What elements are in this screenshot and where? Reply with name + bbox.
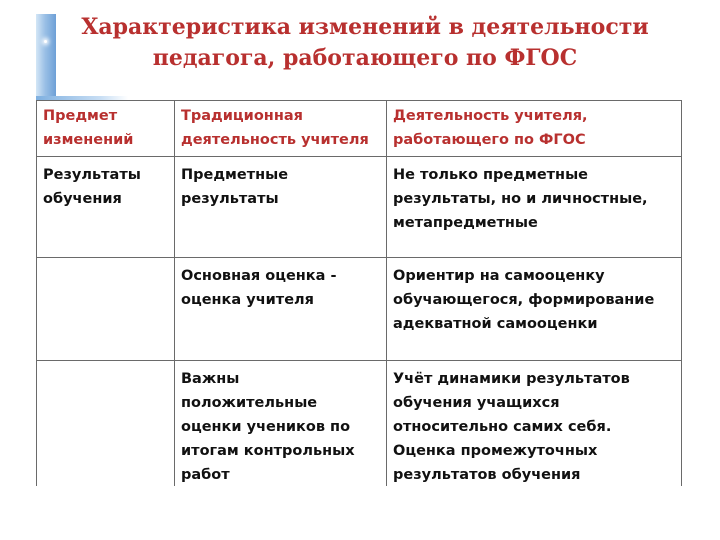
cell-fgos: Ориентир на самооценку обучающегося, формирование адекватной самооценки [387, 258, 682, 361]
cell-fgos: Учёт динамики результатов обучения учащихся относительно самих себя. Оценка промежуточных результатов обучения [387, 361, 682, 496]
sparkle-icon [44, 40, 47, 43]
table-header-row [37, 101, 682, 157]
cell-subject [37, 361, 175, 496]
cell-traditional: Важны положительные оценки учеников по итогам контрольных работ [175, 361, 387, 496]
table-row [37, 361, 682, 496]
cell-traditional: Предметные результаты [175, 157, 387, 258]
table-row [37, 157, 682, 258]
slide-bottom-margin [30, 486, 690, 540]
cell-subject [37, 258, 175, 361]
cell-subject: Результаты обучения [37, 157, 175, 258]
cell-fgos: Не только предметные результаты, но и личностные, метапредметные [387, 157, 682, 258]
cell-traditional: Основная оценка - оценка учителя [175, 258, 387, 361]
header-fgos: Деятельность учителя, работающего по ФГОС [387, 101, 682, 157]
comparison-table [36, 100, 682, 496]
header-traditional: Традиционная деятельность учителя [175, 101, 387, 157]
header-subject: Предмет изменений [37, 101, 175, 157]
table-row [37, 258, 682, 361]
slide-title: Характеристика изменений в деятельности педагога, работающего по ФГОС [81, 14, 649, 71]
